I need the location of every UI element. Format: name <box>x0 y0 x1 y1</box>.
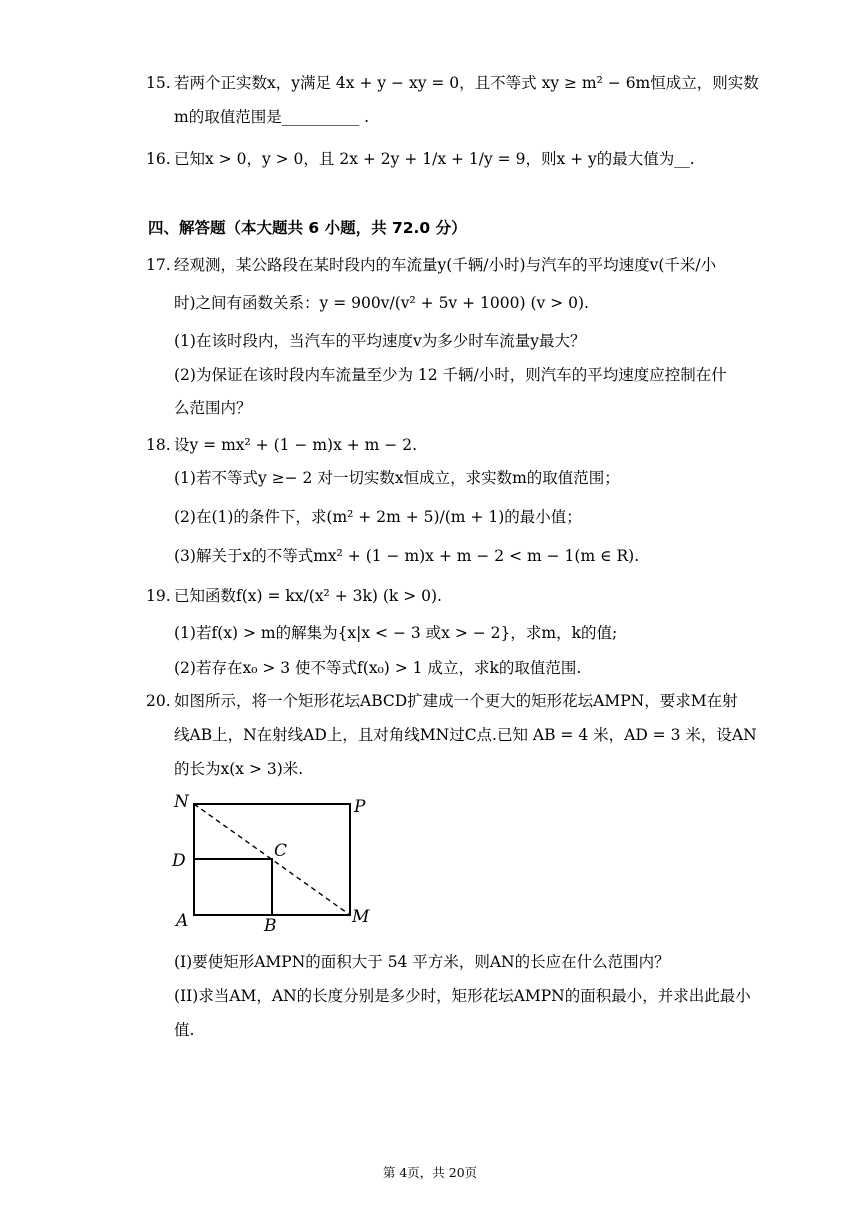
problem-15-line-1: 若两个正实数x，y满足 4x + y − xy = 0，且不等式 xy ≥ m² − 6m恒成立，则实数 <box>174 74 759 92</box>
problem-19-line-2: (1)若f(x) > m的解集为{x|x < − 3 或x > − 2}，求m，k的值; <box>174 624 618 642</box>
problem-16-number: 16. <box>146 150 171 168</box>
label-b: B <box>264 916 277 936</box>
problem-15-number: 15. <box>146 74 171 92</box>
rectangle-figure <box>160 786 400 936</box>
problem-19-number: 19. <box>146 587 171 605</box>
problem-17-line-4: (2)为保证在该时段内车流量至少为 12 千辆/小时，则汽车的平均速度应控制在什 <box>174 366 727 384</box>
problem-20-question-2: (II)求当AM，AN的长度分别是多少时，矩形花坛AMPN的面积最小，并求出此最小 <box>174 987 751 1005</box>
problem-19-line-1: 已知函数f(x) = kx/(x² + 3k) (k > 0). <box>174 587 442 605</box>
problem-20-number: 20. <box>146 692 171 710</box>
label-n: N <box>174 792 189 812</box>
problem-19-line-3: (2)若存在x₀ > 3 使不等式f(x₀) > 1 成立，求k的取值范围. <box>174 659 582 677</box>
section-heading: 四、解答题（本大题共 6 小题，共 72.0 分） <box>148 219 467 237</box>
problem-18-number: 18. <box>146 436 171 454</box>
page-footer: 第 4页，共 20页 <box>382 1165 478 1180</box>
problem-17-line-2: 时)之间有函数关系：y = 900v/(v² + 5v + 1000) (v > 0). <box>174 294 589 312</box>
problem-20-line-2: 线AB上，N在射线AD上，且对角线MN过C点.已知 AB = 4 米，AD = 3 米，设AN <box>174 726 757 744</box>
problem-17-number: 17. <box>146 256 171 274</box>
problem-20-line-1: 如图所示，将一个矩形花坛ABCD扩建成一个更大的矩形花坛AMPN，要求M在射 <box>174 692 738 710</box>
problem-20-question-3: 值. <box>174 1021 195 1039</box>
problem-17-line-1: 经观测，某公路段在某时段内的车流量y(千辆/小时)与汽车的平均速度v(千米/小 <box>174 256 717 274</box>
label-c: C <box>274 841 288 861</box>
label-d: D <box>172 851 186 871</box>
label-p: P <box>354 797 366 817</box>
problem-18-line-4: (3)解关于x的不等式mx² + (1 − m)x + m − 2 < m − 1(m ∈ R). <box>174 547 640 565</box>
problem-18-line-3: (2)在(1)的条件下，求(m² + 2m + 5)/(m + 1)的最小值； <box>174 508 582 526</box>
problem-17-line-5: 么范围内？ <box>174 399 252 417</box>
problem-18-line-1: 设y = mx² + (1 − m)x + m − 2. <box>174 436 417 454</box>
label-a: A <box>176 911 189 931</box>
problem-16-line-1: 已知x > 0，y > 0，且 2x + 2y + 1/x + 1/y = 9，则x + y的最大值为__. <box>174 150 695 168</box>
problem-20-question-1: (I)要使矩形AMPN的面积大于 54 平方米，则AN的长应在什么范围内？ <box>174 953 670 971</box>
problem-20-line-3: 的长为x(x > 3)米. <box>174 760 304 778</box>
problem-18-line-2: (1)若不等式y ≥− 2 对一切实数x恒成立，求实数m的取值范围； <box>174 469 620 487</box>
label-m: M <box>352 907 370 927</box>
rectangle-abcd <box>194 859 272 915</box>
problem-17-line-3: (1)在该时段内，当汽车的平均速度v为多少时车流量y最大？ <box>174 332 586 350</box>
problem-15-line-2: m的取值范围是__________ . <box>174 108 370 126</box>
